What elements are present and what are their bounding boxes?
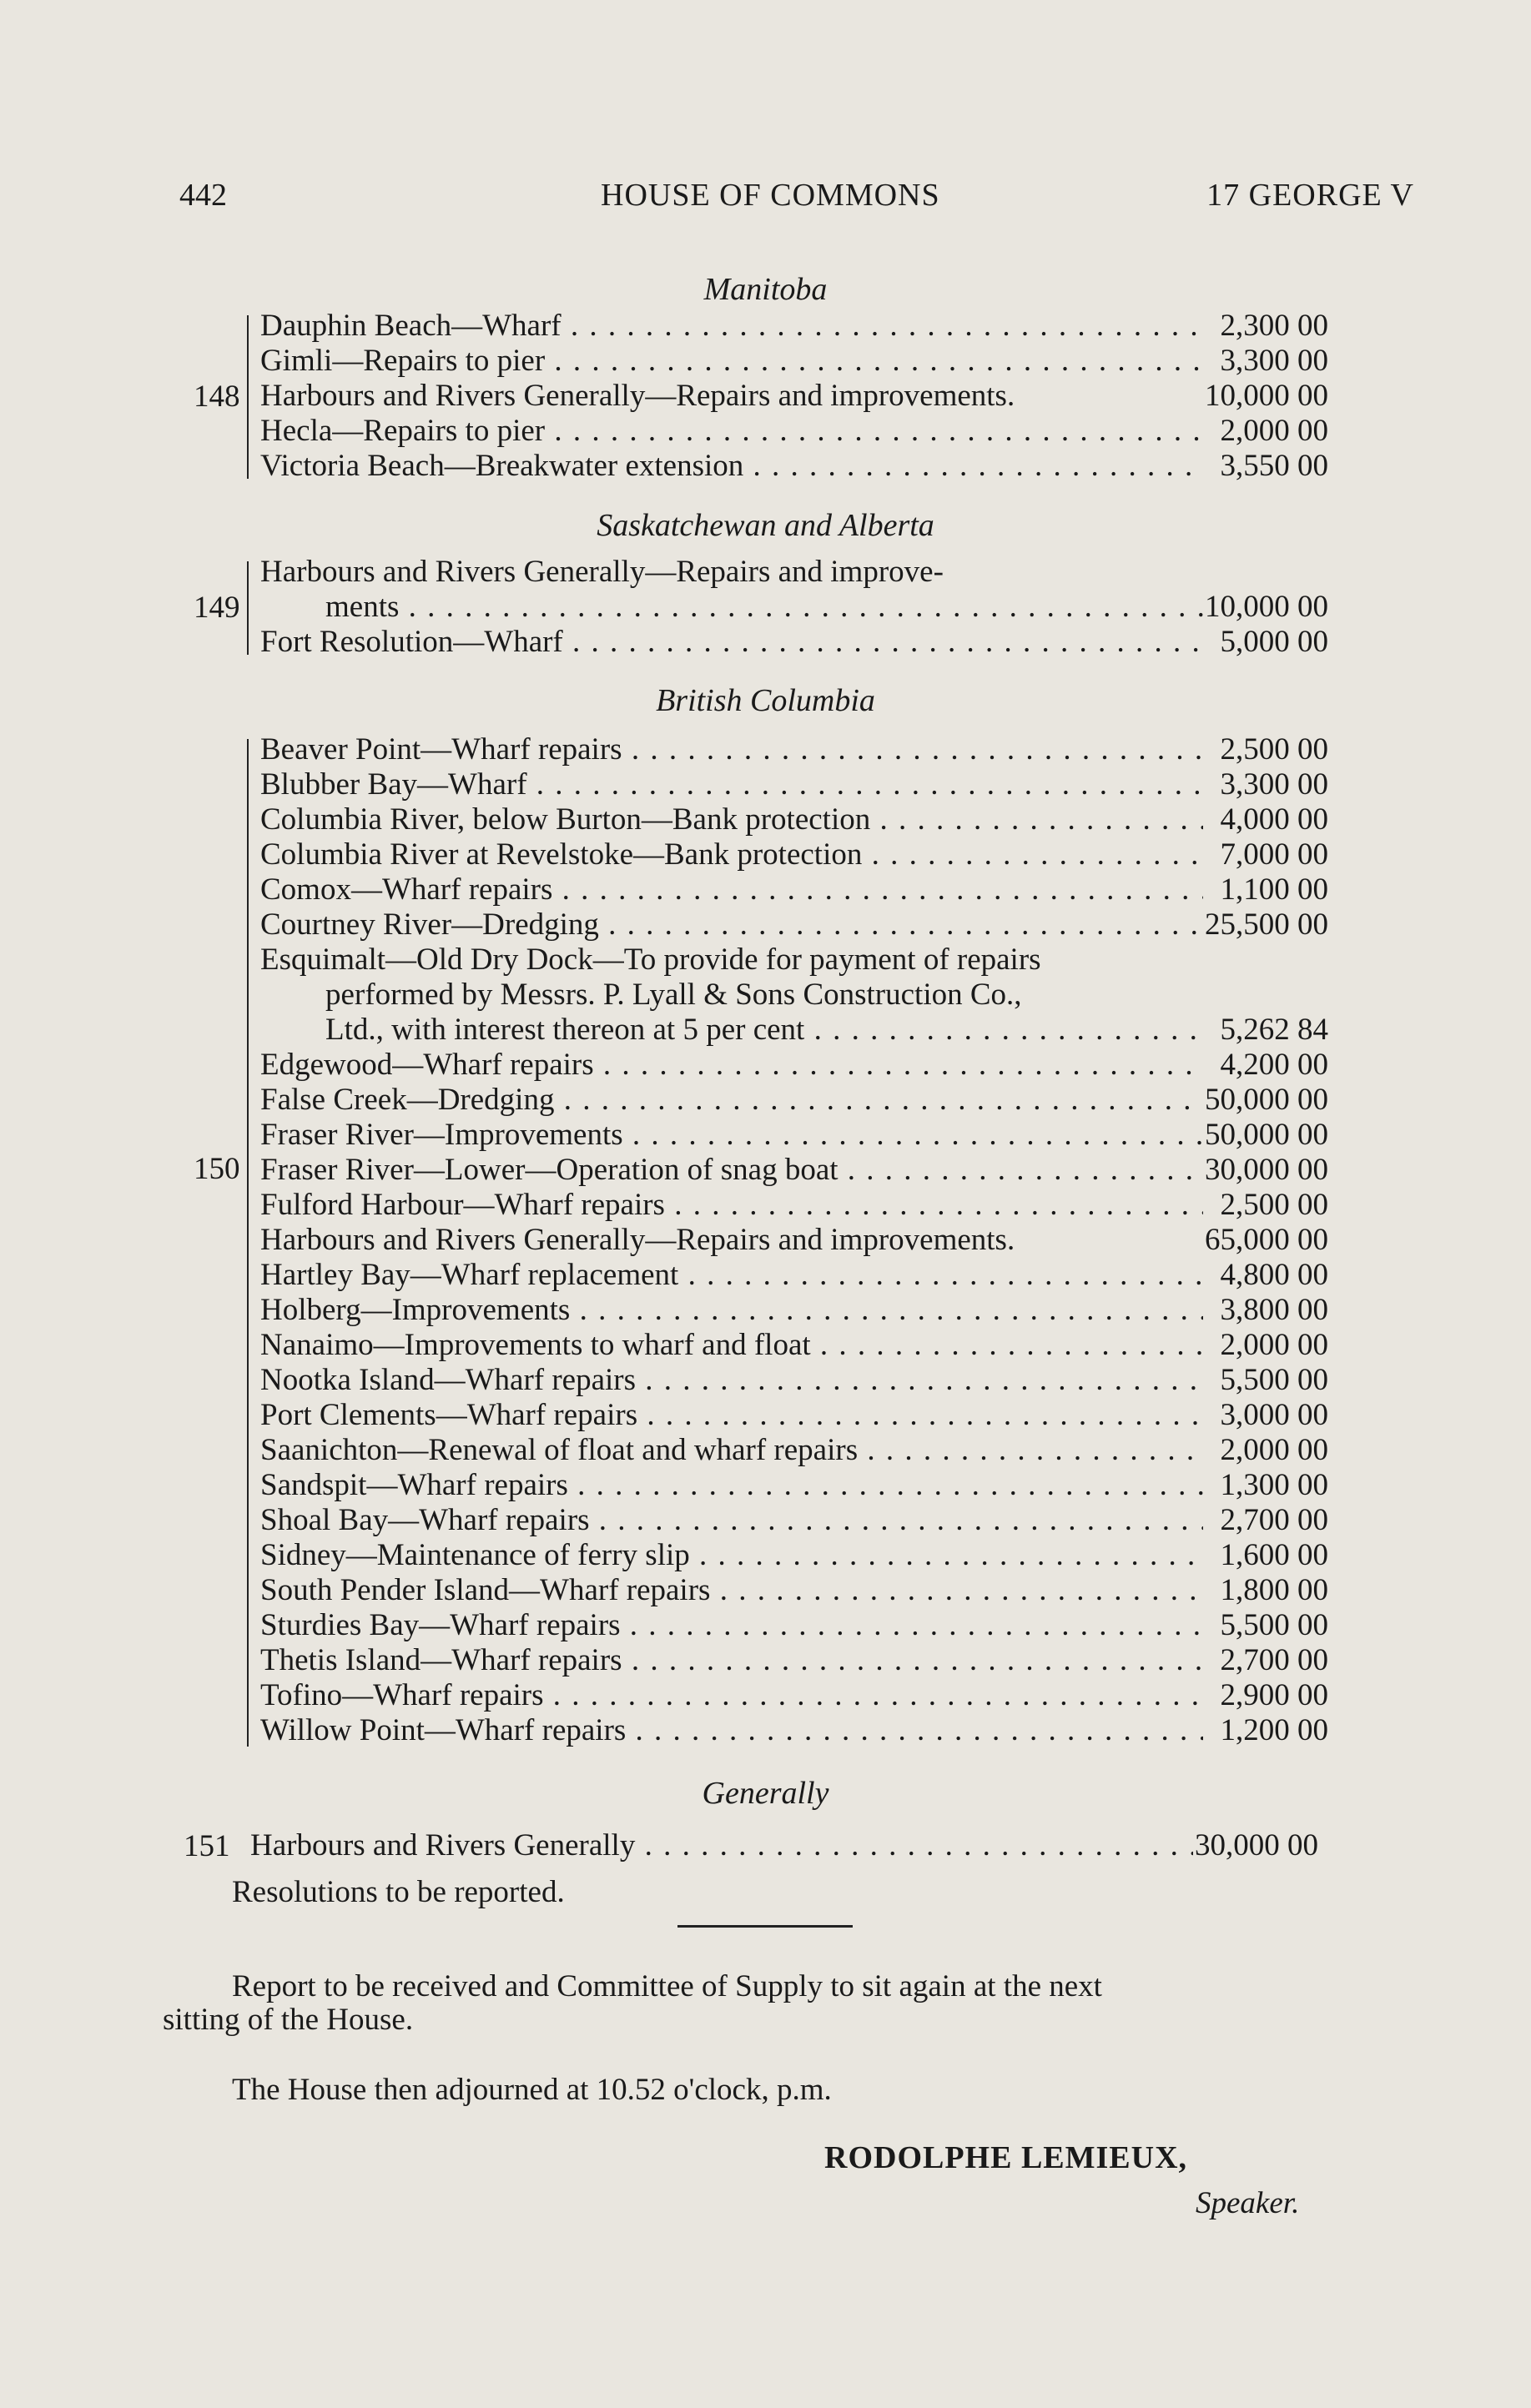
item-amount: 10,000 00 bbox=[1205, 379, 1328, 413]
item-label: Nootka Island—Wharf repairs . . . bbox=[260, 1363, 1203, 1398]
item-label: Fort Resolution—Wharf . . . bbox=[260, 625, 1203, 660]
item-amount: 3,800 00 bbox=[1220, 1293, 1328, 1327]
item-amount: 50,000 00 bbox=[1205, 1118, 1328, 1152]
item-label: Victoria Beach—Breakwater extension . . . bbox=[260, 449, 1203, 484]
item-amount: 4,800 00 bbox=[1220, 1258, 1328, 1292]
item-amount: 4,000 00 bbox=[1220, 802, 1328, 837]
item-row bbox=[260, 1538, 1428, 1573]
item-amount: 2,700 00 bbox=[1220, 1503, 1328, 1537]
item-label: Sandspit—Wharf repairs . . . bbox=[260, 1468, 1203, 1503]
item-amount: 1,600 00 bbox=[1220, 1538, 1328, 1572]
item-label: Edgewood—Wharf repairs . . . bbox=[260, 1048, 1203, 1083]
item-amount: 1,800 00 bbox=[1220, 1573, 1328, 1607]
item-label: ments . . . bbox=[260, 590, 1203, 625]
item-row bbox=[260, 309, 1428, 344]
item-amount: 3,550 00 bbox=[1220, 449, 1328, 483]
item-row bbox=[260, 1678, 1428, 1713]
item-row bbox=[260, 1608, 1428, 1643]
item-label: Comox—Wharf repairs . . . bbox=[260, 872, 1203, 907]
adjournment-text: The House then adjourned at 10.52 o'clock, p.m. bbox=[232, 2073, 832, 2107]
page-header bbox=[179, 177, 1414, 227]
item-label: Fulford Harbour—Wharf repairs . . . bbox=[260, 1188, 1203, 1223]
group-brace bbox=[247, 561, 257, 655]
regnal-year: 17 GEORGE V bbox=[1206, 178, 1414, 213]
item-label: Holberg—Improvements . . . bbox=[260, 1293, 1203, 1328]
item-amount: 2,000 00 bbox=[1220, 414, 1328, 448]
item-label: Sidney—Maintenance of ferry slip . . . bbox=[260, 1538, 1203, 1573]
item-label: performed by Messrs. P. Lyall & Sons Construction Co., bbox=[325, 978, 1022, 1012]
item-row bbox=[260, 1433, 1428, 1468]
item-row bbox=[260, 1013, 1428, 1048]
item-amount: 10,000 00 bbox=[1205, 590, 1328, 624]
report-text-line2: sitting of the House. bbox=[163, 2003, 414, 2037]
item-row bbox=[260, 1188, 1428, 1223]
item-label: Fraser River—Lower—Operation of snag boat . . . bbox=[260, 1153, 1203, 1188]
item-label: Tofino—Wharf repairs . . . bbox=[260, 1678, 1203, 1713]
item-row bbox=[260, 1363, 1428, 1398]
item-list bbox=[260, 309, 1428, 484]
item-label: Saanichton—Renewal of float and wharf repairs . . . bbox=[260, 1433, 1203, 1468]
item-label: Thetis Island—Wharf repairs . . . bbox=[260, 1643, 1203, 1678]
report-text-line1: Report to be received and Committee of Supply to sit again at the next bbox=[232, 1969, 1102, 2003]
signature-title: Speaker. bbox=[1196, 2186, 1300, 2220]
item-row bbox=[260, 943, 1428, 978]
item-label: Sturdies Bay—Wharf repairs . . . bbox=[260, 1608, 1203, 1643]
group-brace bbox=[247, 739, 257, 1747]
item-amount: 5,500 00 bbox=[1220, 1363, 1328, 1397]
item-amount: 5,500 00 bbox=[1220, 1608, 1328, 1642]
item-label: Esquimalt—Old Dry Dock—To provide for payment of repairs bbox=[260, 943, 1041, 977]
item-amount: 2,500 00 bbox=[1220, 1188, 1328, 1222]
item-row bbox=[260, 1083, 1428, 1118]
item-row bbox=[260, 872, 1428, 907]
item-amount: 50,000 00 bbox=[1205, 1083, 1328, 1117]
vote-number: 149 bbox=[194, 591, 240, 625]
divider-rule bbox=[677, 1925, 853, 1928]
section-heading-saskatchewan-alberta: Saskatchewan and Alberta bbox=[597, 508, 934, 543]
page-number: 442 bbox=[179, 178, 227, 213]
item-row bbox=[260, 414, 1428, 449]
item-row bbox=[260, 907, 1428, 943]
resolutions-text: Resolutions to be reported. bbox=[232, 1875, 565, 1909]
item-label: Columbia River at Revelstoke—Bank protection . . . bbox=[260, 837, 1203, 872]
item-amount: 3,000 00 bbox=[1220, 1398, 1328, 1432]
item-row bbox=[260, 1328, 1428, 1363]
item-label: Willow Point—Wharf repairs . . . bbox=[260, 1713, 1203, 1748]
item-row bbox=[260, 1398, 1428, 1433]
group-brace bbox=[247, 315, 257, 479]
item-row bbox=[260, 1713, 1428, 1748]
item-amount: 65,000 00 bbox=[1205, 1223, 1328, 1257]
item-row bbox=[260, 837, 1428, 872]
signature-name: RODOLPHE LEMIEUX, bbox=[824, 2140, 1188, 2175]
item-amount: 25,500 00 bbox=[1205, 907, 1328, 942]
item-row bbox=[260, 1258, 1428, 1293]
item-list bbox=[260, 732, 1428, 1748]
item-amount: 1,300 00 bbox=[1220, 1468, 1328, 1502]
item-row bbox=[260, 1153, 1428, 1188]
item-amount: 2,500 00 bbox=[1220, 732, 1328, 767]
item-row bbox=[260, 449, 1428, 484]
item-label: Gimli—Repairs to pier . . . bbox=[260, 344, 1203, 379]
item-amount: 2,000 00 bbox=[1220, 1328, 1328, 1362]
item-label: Harbours and Rivers Generally . . . bbox=[250, 1828, 1193, 1863]
item-row bbox=[250, 1828, 1418, 1863]
item-label: Fraser River—Improvements . . . bbox=[260, 1118, 1203, 1153]
item-amount: 30,000 00 bbox=[1195, 1828, 1318, 1863]
item-amount: 2,900 00 bbox=[1220, 1678, 1328, 1712]
item-amount: 5,262 84 bbox=[1220, 1013, 1328, 1047]
item-amount: 2,700 00 bbox=[1220, 1643, 1328, 1677]
section-heading-british-columbia: British Columbia bbox=[656, 683, 875, 718]
item-amount: 2,300 00 bbox=[1220, 309, 1328, 343]
vote-number: 148 bbox=[194, 380, 240, 414]
item-row bbox=[260, 802, 1428, 837]
item-label: Columbia River, below Burton—Bank protection . . . bbox=[260, 802, 1203, 837]
item-row bbox=[260, 767, 1428, 802]
item-amount: 7,000 00 bbox=[1220, 837, 1328, 872]
item-row bbox=[260, 1048, 1428, 1083]
item-label: Courtney River—Dredging . . . bbox=[260, 907, 1203, 943]
item-row bbox=[260, 1223, 1428, 1258]
item-label: Nanaimo—Improvements to wharf and float . . . bbox=[260, 1328, 1203, 1363]
vote-number: 150 bbox=[194, 1152, 240, 1186]
item-list bbox=[260, 555, 1428, 660]
item-amount: 5,000 00 bbox=[1220, 625, 1328, 659]
vote-number: 151 bbox=[184, 1829, 230, 1863]
item-amount: 30,000 00 bbox=[1205, 1153, 1328, 1187]
item-row bbox=[260, 1643, 1428, 1678]
item-row bbox=[260, 555, 1428, 590]
item-amount: 2,000 00 bbox=[1220, 1433, 1328, 1467]
item-label: False Creek—Dredging . . . bbox=[260, 1083, 1203, 1118]
item-row bbox=[260, 590, 1428, 625]
item-row bbox=[260, 1573, 1428, 1608]
running-title: HOUSE OF COMMONS bbox=[601, 178, 940, 213]
item-row bbox=[260, 1468, 1428, 1503]
item-row bbox=[260, 1118, 1428, 1153]
item-amount: 1,200 00 bbox=[1220, 1713, 1328, 1747]
item-label: Beaver Point—Wharf repairs . . . bbox=[260, 732, 1203, 767]
item-amount: 3,300 00 bbox=[1220, 344, 1328, 378]
item-label: Shoal Bay—Wharf repairs . . . bbox=[260, 1503, 1203, 1538]
item-label: Harbours and Rivers Generally—Repairs and improve- bbox=[260, 555, 944, 589]
item-row bbox=[260, 732, 1428, 767]
section-heading-generally: Generally bbox=[702, 1776, 829, 1811]
item-row bbox=[260, 625, 1428, 660]
item-amount: 1,100 00 bbox=[1220, 872, 1328, 907]
item-label: Harbours and Rivers Generally—Repairs and improvements. bbox=[260, 379, 1015, 413]
item-row bbox=[260, 379, 1428, 414]
item-row bbox=[260, 978, 1428, 1013]
section-heading-manitoba: Manitoba bbox=[703, 272, 828, 307]
item-label: South Pender Island—Wharf repairs . . . bbox=[260, 1573, 1203, 1608]
item-amount: 4,200 00 bbox=[1220, 1048, 1328, 1082]
item-row bbox=[260, 344, 1428, 379]
item-label: Port Clements—Wharf repairs . . . bbox=[260, 1398, 1203, 1433]
item-label: Dauphin Beach—Wharf . . . bbox=[260, 309, 1203, 344]
item-row bbox=[260, 1503, 1428, 1538]
item-label: Harbours and Rivers Generally—Repairs and improvements. bbox=[260, 1223, 1015, 1257]
item-label: Hecla—Repairs to pier . . . bbox=[260, 414, 1203, 449]
item-label: Hartley Bay—Wharf replacement . . . bbox=[260, 1258, 1203, 1293]
item-label: Blubber Bay—Wharf . . . bbox=[260, 767, 1203, 802]
item-label: Ltd., with interest thereon at 5 per cent . . . bbox=[260, 1013, 1203, 1048]
item-amount: 3,300 00 bbox=[1220, 767, 1328, 802]
item-row bbox=[260, 1293, 1428, 1328]
item-list bbox=[250, 1828, 1418, 1863]
